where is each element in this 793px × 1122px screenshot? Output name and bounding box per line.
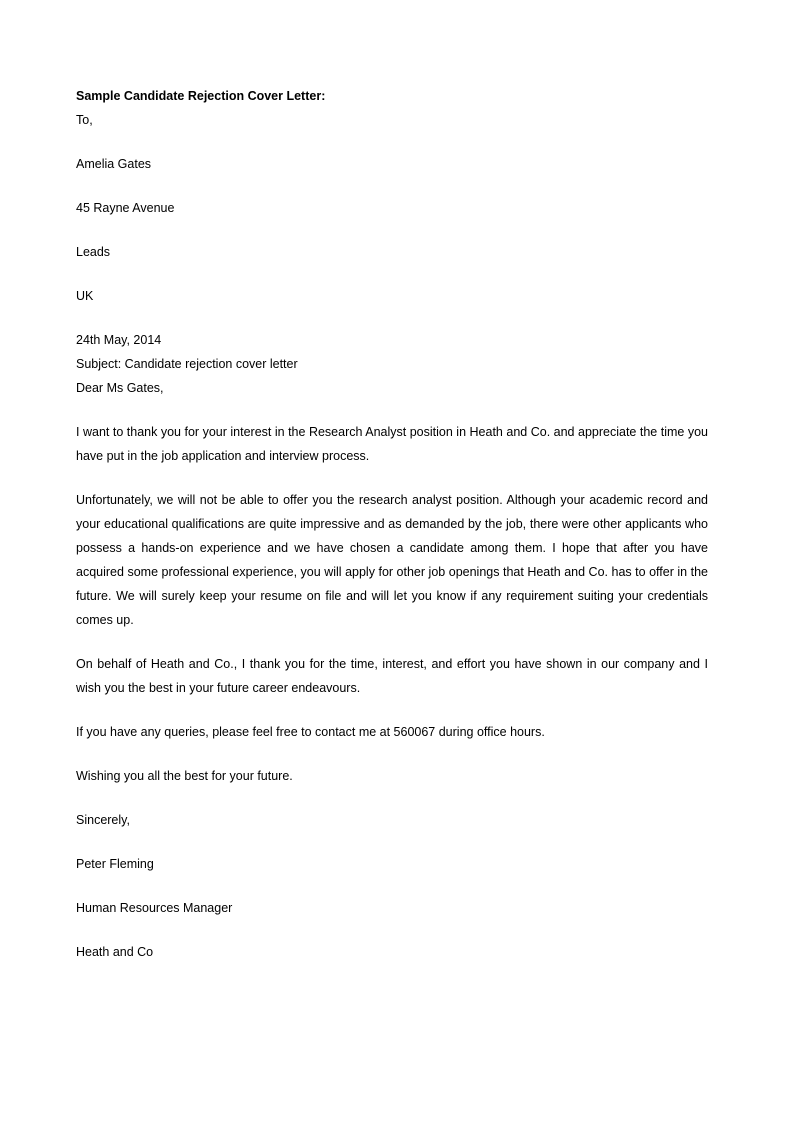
letter-subject: Subject: Candidate rejection cover letter	[76, 357, 298, 371]
body-paragraph-3: On behalf of Heath and Co., I thank you for the time, interest, and effort you have shown in our company and I wish you the best in your future career endeavours.	[76, 657, 708, 695]
recipient-street: 45 Rayne Avenue	[76, 201, 175, 215]
signature-position: Human Resources Manager	[76, 901, 233, 915]
recipient-country: UK	[76, 289, 94, 303]
body-paragraph-4: If you have any queries, please feel free to contact me at 560067 during office hours.	[76, 725, 545, 739]
recipient-name: Amelia Gates	[76, 157, 152, 171]
signature-name: Peter Fleming	[76, 857, 154, 871]
recipient-city: Leads	[76, 245, 111, 259]
letter-body	[76, 84, 708, 964]
letter-greeting: Dear Ms Gates,	[76, 381, 164, 395]
body-paragraph-1: I want to thank you for your interest in the Research Analyst position in Heath and Co. and appreciate the time you have put in the job application and interview process.	[76, 425, 708, 463]
letter-date: 24th May, 2014	[76, 333, 162, 347]
body-paragraph-5: Wishing you all the best for your future.	[76, 769, 293, 783]
letter-closing: Sincerely,	[76, 813, 130, 827]
salutation-to: To,	[76, 113, 93, 127]
body-paragraph-2: Unfortunately, we will not be able to offer you the research analyst position. Although your academic record and your educational qualifications are quite impressive and as demanded by the job, there were other applicants who possess a hands-on experience and we have chosen a candidate among them. I hope that after you have acquired some professional experience, you will apply for other job openings that Heath and Co. has to offer in the future. We will surely keep your resume on file and will let you know if any requirement suiting your credentials comes up.	[76, 493, 708, 627]
document-title: Sample Candidate Rejection Cover Letter:	[76, 89, 326, 103]
signature-company: Heath and Co	[76, 945, 154, 959]
